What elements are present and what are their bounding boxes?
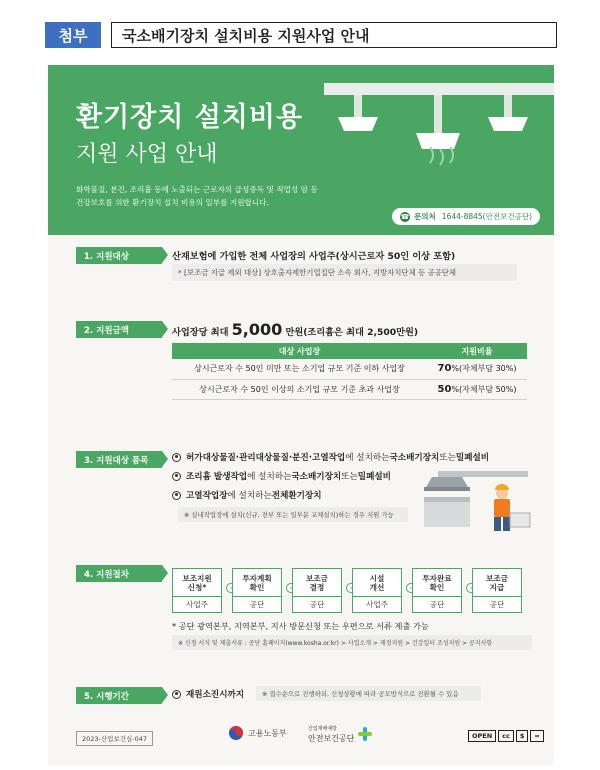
contact-value: 1644-8845(안전보건공단)	[441, 212, 532, 221]
kosha-logo	[308, 725, 373, 743]
intro-line-2: 건강보호를 위한 환기장치 설치 비용의 일부를 지원합니다.	[76, 198, 269, 207]
process-step	[352, 568, 402, 613]
amount-suffix: 만원(조리흄은 최대 2,500만원)	[285, 327, 419, 338]
section-4-note-1: * 공단 광역본부, 지역본부, 지사 방문신청 또는 우편으로 서류 제출 가능	[172, 621, 429, 631]
bullet-icon	[172, 453, 181, 462]
table-header-target: 대상 사업장	[172, 343, 427, 359]
bullet-icon	[172, 472, 181, 481]
table-header-rate: 지원비율	[427, 343, 527, 359]
kosha-tagline: 산업재해예방	[308, 726, 337, 732]
open-label: OPEN	[468, 730, 496, 742]
item-text: 에 설치하는	[345, 453, 390, 463]
noncommercial-icon: $	[516, 730, 529, 742]
document-header	[45, 22, 557, 50]
table-header-row	[172, 343, 527, 359]
phone-icon: ☎	[400, 212, 410, 221]
publication-code: 2023-산업보건실-047	[76, 731, 153, 746]
worker-installing-hood-illustration	[418, 463, 533, 535]
process-step-actor: 공단	[233, 596, 281, 612]
item-bold: 전체환기장치	[271, 491, 322, 501]
amount-value: 5,000	[231, 320, 283, 339]
cc-icon: cc	[498, 730, 514, 742]
item-bold: 밀폐설비	[357, 472, 391, 482]
item-bold: 조리흄 발생작업	[186, 472, 248, 482]
bullet-icon	[172, 491, 181, 500]
section-3-label: 3. 지원대상 품목	[76, 451, 162, 468]
noderivs-icon: =	[530, 730, 543, 742]
item-text: 또는	[341, 472, 358, 482]
process-arrow-icon: ›	[406, 583, 416, 593]
table-cell-rate	[427, 379, 527, 399]
item-bold: 국소배기장치	[389, 453, 440, 463]
item-text: 에 설치하는	[247, 472, 292, 482]
rate-value: 50	[437, 383, 452, 395]
contact-pill	[392, 208, 540, 225]
table-cell-rate	[427, 359, 527, 379]
process-step-title: 보조지원 신청*	[182, 573, 212, 592]
period-text: 재원소진시까지	[186, 690, 245, 700]
process-step-title: 투자계획 확인	[242, 573, 272, 592]
section-5-note: ※ 접수순으로 진행하되, 신청상황에 따라 공모방식으로 전환될 수 있음	[256, 686, 481, 701]
hero-subtitle: 지원 사업 안내	[76, 142, 218, 167]
hero-banner	[48, 65, 554, 235]
document-title: 국소배기장치 설치비용 지원사업 안내	[111, 22, 557, 48]
process-step	[292, 568, 342, 613]
kosha-name: 안전보건공단	[308, 734, 355, 743]
process-arrow-icon: ›	[226, 583, 236, 593]
hero-title: 환기장치 설치비용	[76, 102, 304, 133]
item-text: 또는	[439, 453, 456, 463]
process-step-actor: 공단	[413, 596, 461, 612]
section-5-label: 5. 시행기간	[76, 687, 162, 704]
section-3-item	[172, 489, 322, 501]
section-4-label: 4. 지원절차	[76, 565, 162, 582]
contact-label: 문의처	[414, 212, 436, 221]
kosha-cross-icon	[357, 726, 373, 742]
process-arrow-icon: ›	[346, 583, 356, 593]
open-license-badge	[468, 730, 546, 742]
process-step-title: 보조금 결정	[305, 573, 328, 592]
process-step-title: 시설 개선	[369, 573, 385, 592]
ministry-logo	[228, 725, 287, 741]
process-step-actor: 공단	[293, 596, 341, 612]
attachment-badge: 첨부	[45, 22, 101, 48]
section-3-item	[172, 451, 489, 463]
section-4-note-2: ※ 신청 서식 및 제출서류 : 공단 홈페이지(www.kosha.or.kr) > 사업소개 > 재정지원 > 건강일터 조성지원 > 공지사항	[172, 635, 532, 650]
table-cell-target: 상시근로자 수 50인 이상의 소기업 규모 기준 초과 사업장	[172, 379, 427, 399]
process-step-title: 투자완료 확인	[422, 573, 452, 592]
rate-value: 70	[437, 363, 452, 375]
process-step-actor: 공단	[473, 596, 521, 612]
process-arrow-icon: ›	[466, 583, 476, 593]
section-1-note: * [보조금 지급 제외 대상] 상호출자제한기업집단 소속 회사, 지방자치단체 등 공공단체	[172, 264, 517, 281]
table-cell-target: 상시근로자 수 50인 미만 또는 소기업 규모 기준 이하 사업장	[172, 359, 427, 379]
section-3-note: ※ 실내작업장에 설치(신규, 전부 또는 일부분 교체설치)하는 경우 지원 가능	[178, 507, 408, 522]
item-text: 에 설치하는	[227, 491, 272, 501]
amount-prefix: 사업장당 최대	[172, 327, 229, 338]
item-bold: 밀폐설비	[455, 453, 490, 463]
intro-text	[76, 183, 386, 209]
rate-suffix: %(자체부담 50%)	[451, 384, 517, 394]
section-1-main: 산재보험에 가입한 전체 사업장의 사업주(상시근로자 50인 이상 포함)	[172, 251, 456, 262]
section-2-main	[172, 320, 418, 339]
intro-line-1: 화학물질, 분진, 조리흄 등에 노출되는 근로자의 급성중독 및 직업성 암 등	[76, 185, 318, 194]
process-arrow-icon: ›	[286, 583, 296, 593]
section-5-main	[172, 688, 244, 700]
process-step-actor: 사업주	[173, 596, 221, 612]
process-step	[472, 568, 522, 613]
item-bold: 허가대상물질·관리대상물질·분진·고열작업	[186, 453, 346, 463]
bullet-icon	[172, 690, 181, 699]
poster	[48, 65, 554, 765]
process-step	[172, 568, 222, 613]
ventilation-hood-illustration	[294, 65, 554, 195]
item-bold: 고열작업장	[186, 491, 228, 501]
section-3-item	[172, 470, 391, 482]
process-step-actor: 사업주	[353, 596, 401, 612]
process-step-title: 보조금 지급	[485, 573, 508, 592]
process-step	[232, 568, 282, 613]
section-2-label: 2. 지원금액	[76, 321, 162, 338]
rate-suffix: %(자체부담 30%)	[451, 364, 517, 374]
section-1-label: 1. 지원대상	[76, 247, 162, 264]
funding-table	[172, 343, 527, 400]
process-step	[412, 568, 462, 613]
taegeuk-icon	[228, 725, 244, 741]
item-bold: 국소배기장치	[291, 472, 342, 482]
ministry-name: 고용노동부	[248, 728, 287, 738]
table-row	[172, 379, 527, 399]
table-row	[172, 359, 527, 379]
